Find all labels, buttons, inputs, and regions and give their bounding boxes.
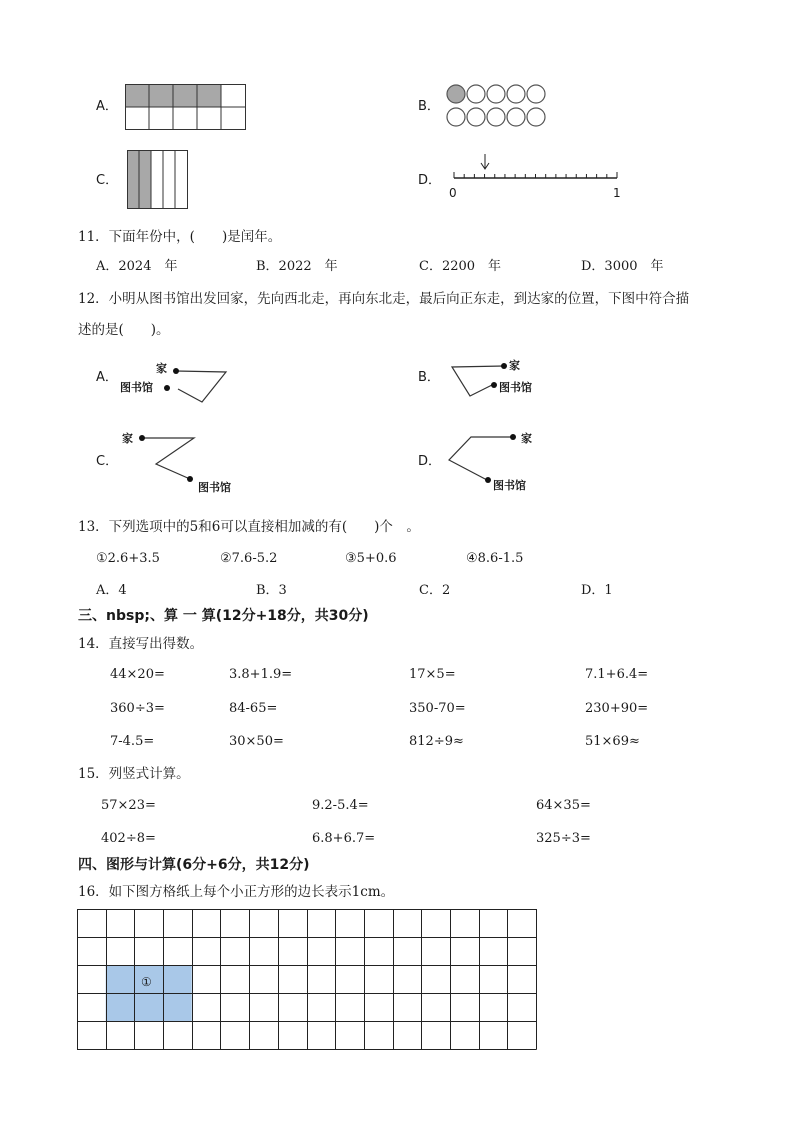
q16-shape-label: ① bbox=[141, 975, 152, 989]
q15-r1-c3: 64×35= bbox=[536, 798, 591, 813]
q13-item-3: ③5+0.6 bbox=[345, 551, 397, 566]
q15-stem: 15．列竖式计算。 bbox=[78, 766, 190, 782]
q12-route-d bbox=[443, 428, 523, 484]
q11-option-c[interactable]: C．2200 年 bbox=[419, 259, 502, 274]
q12-a-library: 图书馆 bbox=[120, 381, 153, 394]
numberline-one: 1 bbox=[613, 186, 621, 200]
q15-r2-c3: 325÷3= bbox=[536, 831, 591, 846]
section-3-title: 三、nbsp;、算 一 算(12分+18分，共30分) bbox=[78, 608, 369, 624]
q13-option-d[interactable]: D．1 bbox=[581, 583, 613, 598]
q14-stem: 14．直接写出得数。 bbox=[78, 636, 204, 652]
q10-option-a-label: A． bbox=[96, 99, 118, 114]
q12-stem-line2: 述的是( )。 bbox=[78, 322, 170, 338]
q14-r1-c3: 17×5= bbox=[409, 667, 456, 682]
q14-r2-c4: 230+90= bbox=[585, 701, 649, 716]
q12-option-d-label: D． bbox=[418, 454, 442, 469]
q12-c-library: 图书馆 bbox=[198, 481, 231, 494]
q15-r1-c2: 9.2-5.4= bbox=[312, 798, 369, 813]
q14-r2-c2: 84-65= bbox=[229, 701, 278, 716]
q12-d-home: 家 bbox=[521, 432, 532, 445]
q10-figure-b-circles bbox=[446, 83, 550, 129]
q12-route-c bbox=[138, 430, 198, 482]
q11-stem: 11．下面年份中，( )是闰年。 bbox=[78, 229, 282, 245]
q12-d-library: 图书馆 bbox=[493, 479, 526, 492]
q12-option-a-label: A． bbox=[96, 370, 118, 385]
q14-r1-c1: 44×20= bbox=[110, 667, 165, 682]
q14-r3-c4: 51×69≈ bbox=[585, 734, 640, 749]
q13-stem: 13．下列选项中的5和6可以直接相加减的有( )个 。 bbox=[78, 519, 420, 535]
q11-option-d[interactable]: D．3000 年 bbox=[581, 259, 664, 274]
q10-figure-a-grid bbox=[125, 84, 246, 130]
q14-r3-c1: 7-4.5= bbox=[110, 734, 155, 749]
q12-option-c-label: C． bbox=[96, 454, 119, 469]
q13-item-4: ④8.6-1.5 bbox=[466, 551, 524, 566]
q12-route-a bbox=[160, 360, 230, 406]
q12-b-library: 图书馆 bbox=[499, 381, 532, 394]
q14-r3-c3: 812÷9≈ bbox=[409, 734, 464, 749]
q11-option-a[interactable]: A．2024 年 bbox=[96, 259, 178, 274]
q13-option-b[interactable]: B．3 bbox=[256, 583, 287, 598]
q16-stem: 16．如下图方格纸上每个小正方形的边长表示1cm。 bbox=[78, 884, 395, 900]
numberline-zero: 0 bbox=[449, 186, 457, 200]
q11-option-b[interactable]: B．2022 年 bbox=[256, 259, 338, 274]
q12-c-home: 家 bbox=[122, 432, 133, 445]
q15-r2-c2: 6.8+6.7= bbox=[312, 831, 376, 846]
q13-option-a[interactable]: A．4 bbox=[96, 583, 127, 598]
q14-r3-c2: 30×50= bbox=[229, 734, 284, 749]
q10-figure-c-strips bbox=[127, 150, 189, 209]
q12-option-b-label: B． bbox=[418, 370, 440, 385]
q10-option-d-label: D． bbox=[418, 173, 442, 188]
q12-stem-line1: 12．小明从图书馆出发回家，先向西北走，再向东北走，最后向正东走，到达家的位置，下图中符合描 bbox=[78, 291, 690, 307]
q13-item-1: ①2.6+3.5 bbox=[96, 551, 160, 566]
q10-figure-d-numberline bbox=[450, 152, 625, 200]
q15-r2-c1: 402÷8= bbox=[101, 831, 156, 846]
q14-r1-c4: 7.1+6.4= bbox=[585, 667, 649, 682]
q15-r1-c1: 57×23= bbox=[101, 798, 156, 813]
section-4-title: 四、图形与计算(6分+6分，共12分) bbox=[78, 857, 310, 873]
q13-item-2: ②7.6-5.2 bbox=[220, 551, 278, 566]
q14-r2-c1: 360÷3= bbox=[110, 701, 165, 716]
q14-r1-c2: 3.8+1.9= bbox=[229, 667, 293, 682]
q10-option-c-label: C． bbox=[96, 173, 119, 188]
q10-option-b-label: B． bbox=[418, 99, 440, 114]
q14-r2-c3: 350-70= bbox=[409, 701, 466, 716]
q13-option-c[interactable]: C．2 bbox=[419, 583, 451, 598]
q12-b-home: 家 bbox=[509, 359, 520, 372]
q12-a-home: 家 bbox=[156, 362, 167, 375]
